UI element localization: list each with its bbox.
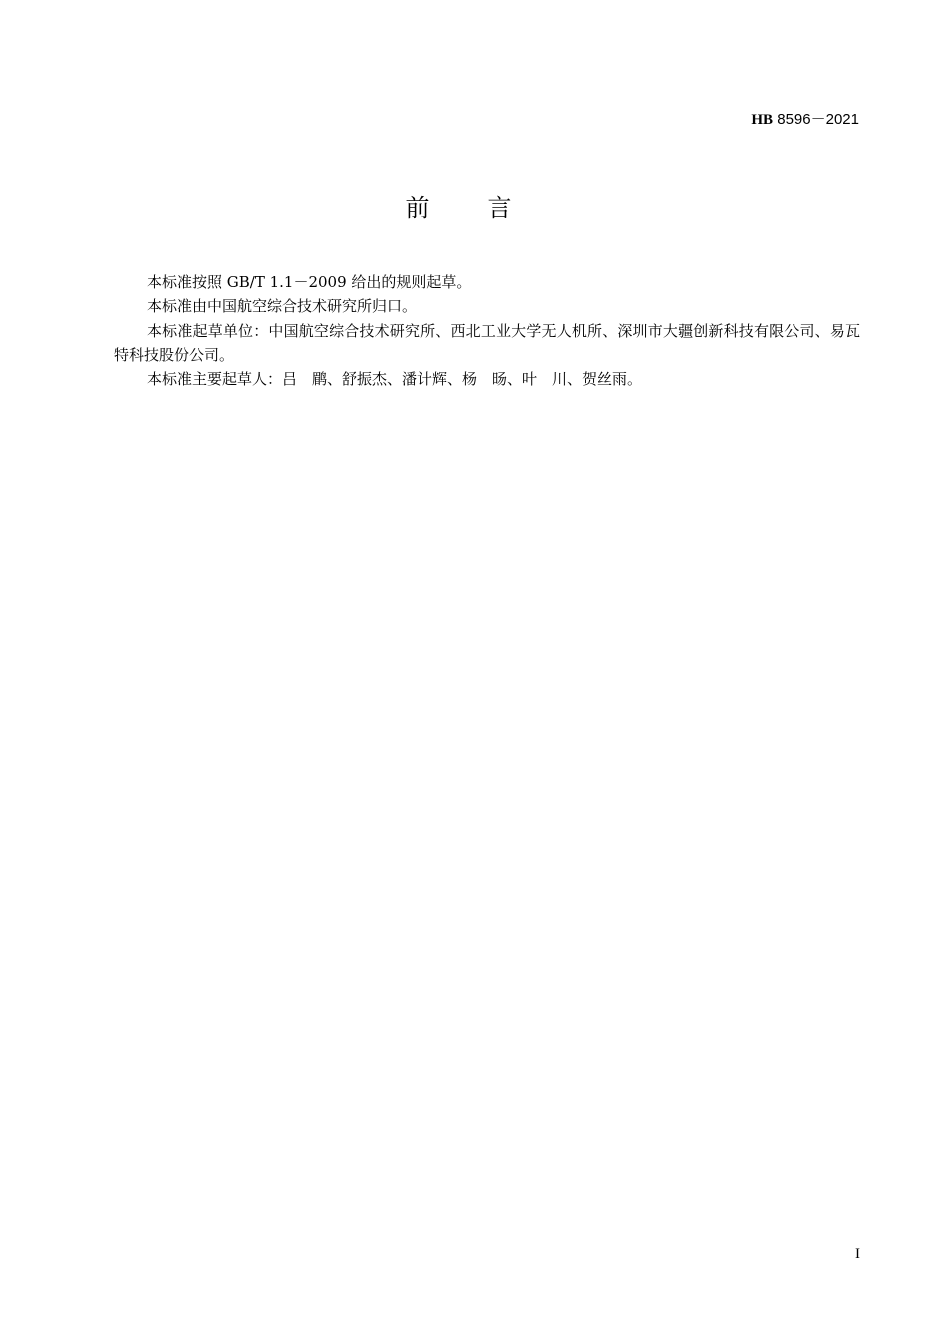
foreword-body bbox=[114, 270, 860, 391]
page-title: 前言 bbox=[405, 194, 570, 222]
paragraph-responsible-unit: 本标准由中国航空综合技术研究所归口。 bbox=[147, 297, 418, 316]
page-number: I bbox=[855, 1246, 860, 1262]
standard-code-number: 8596－2021 bbox=[777, 111, 859, 128]
paragraph-drafters: 本标准主要起草人：吕 鹛、舒振杰、潘计辉、杨 旸、叶 川、贺丝雨。 bbox=[147, 370, 643, 389]
paragraph-drafting-rules: 本标准按照 GB/T 1.1－2009 给出的规则起草。 bbox=[147, 273, 472, 291]
standard-code bbox=[751, 110, 859, 130]
paragraph-drafting-units: 本标准起草单位：中国航空综合技术研究所、西北工业大学无人机所、深圳市大疆创新科技有限公司、易瓦特科技股份公司。 bbox=[114, 321, 860, 364]
standard-code-prefix: HB bbox=[751, 112, 774, 128]
